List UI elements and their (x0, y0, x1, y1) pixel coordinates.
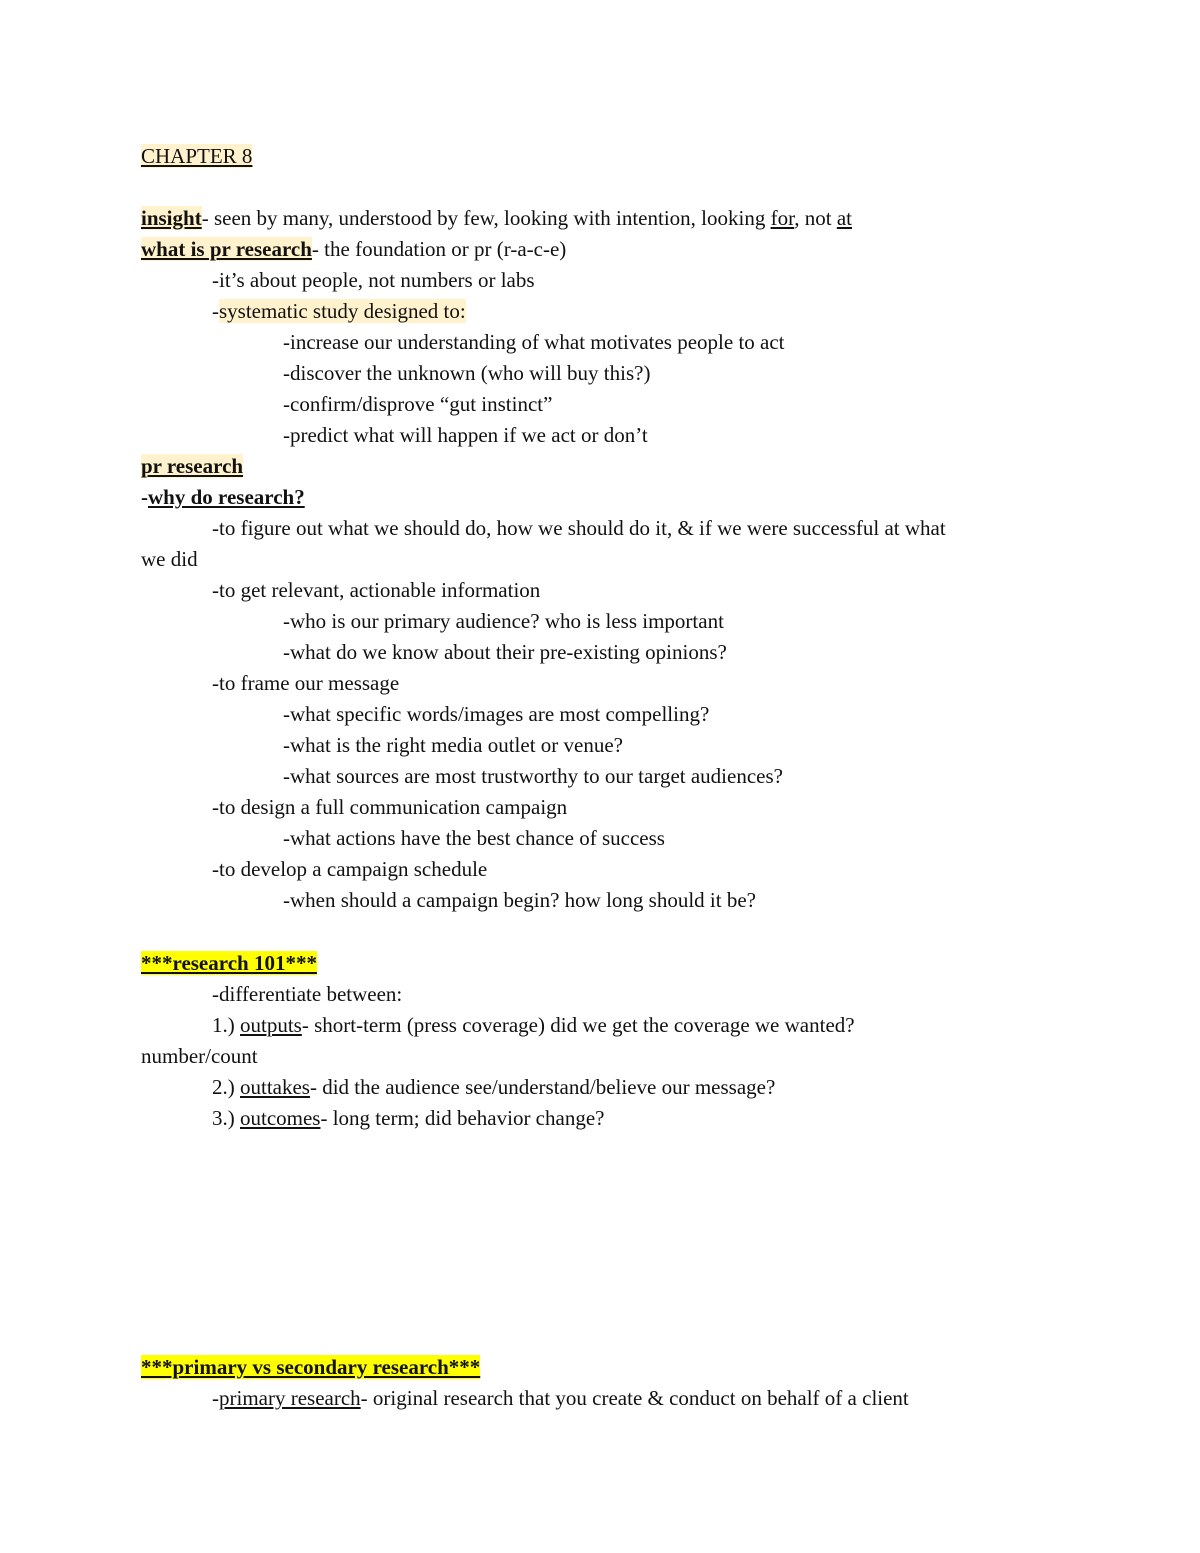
insight-line (141, 204, 852, 232)
insight-text-a: - seen by many, understood by few, looking with intention, looking (201, 206, 771, 230)
pr-research-term: pr research (141, 454, 244, 478)
outtakes-text: - did the audience see/understand/believe our message? (309, 1075, 776, 1099)
schedule-line: -to develop a campaign schedule (212, 857, 488, 881)
chapter-title: CHAPTER 8 (141, 144, 253, 168)
list-item: -increase our understanding of what motivates people to act (283, 330, 785, 354)
figure-out-line: -to figure out what we should do, how we should do it, & if we were successful at what (212, 516, 946, 540)
number-count-line: number/count (141, 1044, 258, 1068)
people-line: -it’s about people, not numbers or labs (212, 268, 535, 292)
why-text: why do research? (148, 485, 305, 509)
primary-text: - original research that you create & conduct on behalf of a client (360, 1386, 909, 1410)
list-item: -when should a campaign begin? how long should it be? (283, 888, 756, 912)
we-did-line: we did (141, 547, 198, 571)
primary-research-line (212, 1384, 909, 1412)
list-item: -who is our primary audience? who is less important (283, 609, 724, 633)
insight-text-b: , not (794, 206, 837, 230)
insight-term: insight (141, 206, 202, 230)
primary-dash: - (212, 1386, 219, 1410)
list-item: -what actions have the best chance of success (283, 826, 665, 850)
systematic-text: systematic study designed to: (219, 299, 466, 323)
why-line (141, 483, 305, 511)
systematic-line (212, 297, 466, 325)
systematic-dash: - (212, 299, 219, 323)
chapter-heading (141, 142, 252, 170)
list-item: -what do we know about their pre-existing opinions? (283, 640, 727, 664)
outtakes-line (212, 1073, 775, 1101)
outtakes-term: outtakes (240, 1075, 310, 1099)
outputs-term: outputs (240, 1013, 302, 1037)
list-item: -confirm/disprove “gut instinct” (283, 392, 553, 416)
relevant-line: -to get relevant, actionable information (212, 578, 541, 602)
outtakes-number: 2.) (212, 1075, 240, 1099)
outcomes-term: outcomes (240, 1106, 321, 1130)
what-is-line (141, 235, 566, 263)
outcomes-number: 3.) (212, 1106, 240, 1130)
insight-for: for (770, 206, 795, 230)
research-101-heading (141, 949, 317, 977)
design-line: -to design a full communication campaign (212, 795, 568, 819)
frame-line: -to frame our message (212, 671, 400, 695)
outputs-text: - short-term (press coverage) did we get the coverage we wanted? (301, 1013, 855, 1037)
list-item: -what specific words/images are most compelling? (283, 702, 710, 726)
what-is-text: - the foundation or pr (r-a-c-e) (311, 237, 567, 261)
list-item: -discover the unknown (who will buy this?) (283, 361, 651, 385)
primary-term: primary research (219, 1386, 361, 1410)
outputs-number: 1.) (212, 1013, 240, 1037)
list-item: -what is the right media outlet or venue? (283, 733, 623, 757)
outcomes-line (212, 1104, 604, 1132)
list-item: -what sources are most trustworthy to our target audiences? (283, 764, 783, 788)
pr-research-heading (141, 452, 243, 480)
why-dash: - (141, 485, 148, 509)
what-is-term: what is pr research (141, 237, 312, 261)
differentiate-line: -differentiate between: (212, 982, 403, 1006)
primary-vs-heading (141, 1353, 480, 1381)
primary-vs-title: ***primary vs secondary research*** (141, 1355, 481, 1379)
insight-at: at (836, 206, 852, 230)
list-item: -predict what will happen if we act or don’t (283, 423, 648, 447)
research-101-title: ***research 101*** (141, 951, 317, 975)
outcomes-text: - long term; did behavior change? (320, 1106, 605, 1130)
outputs-line (212, 1011, 855, 1039)
